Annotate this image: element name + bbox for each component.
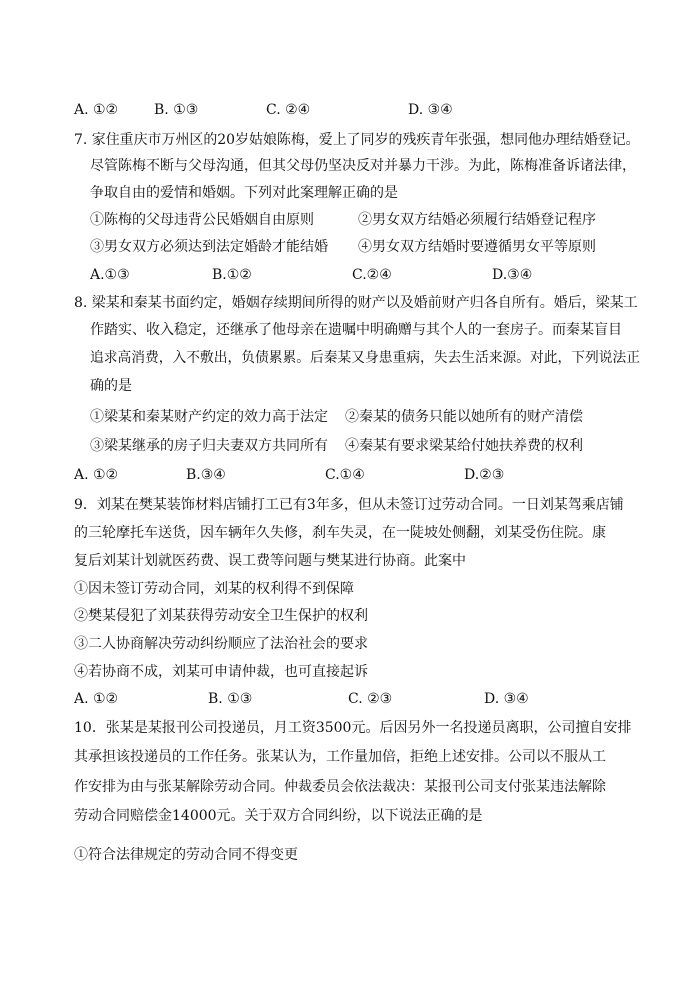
q7-statement-3: ③男女双方必须达到法定婚龄才能结婚 — [90, 239, 328, 255]
q6-option-c: C. ②④ — [266, 102, 311, 118]
q6-options — [74, 101, 634, 119]
q8-stem-line-4: 确的是 — [90, 378, 132, 394]
q7-statement-2: ②男女双方结婚必须履行结婚登记程序 — [358, 212, 596, 228]
q8-statement-2: ②秦某的债务只能以她所有的财产清偿 — [345, 409, 583, 425]
q9-statement-3: ③二人协商解决劳动纠纷顺应了法治社会的要求 — [74, 636, 368, 652]
q9-options — [74, 690, 594, 708]
q10-stem-line-2: 其承担该投递员的工作任务。张某认为，工作量加倍，拒绝上述安排。公司以不服从工 — [74, 749, 606, 765]
q7-option-b: B.①② — [212, 267, 252, 283]
q10-stem-line-3: 作安排为由与张某解除劳动合同。仲裁委员会依法裁决：某报刊公司支付张某违法解除 — [74, 779, 606, 795]
q7-statement-4: ④男女双方结婚时要遵循男女平等原则 — [358, 239, 596, 255]
q9-option-b: B. ①③ — [208, 691, 253, 707]
q6-option-b: B. ①③ — [154, 102, 199, 118]
q8-stem-line-2: 作踏实、收入稳定，还继承了他母亲在遗嘱中明确赠与其个人的一套房子。而秦某盲目 — [90, 322, 622, 338]
q9-option-a: A. ①② — [74, 691, 119, 707]
q9-statement-2: ②樊某侵犯了刘某获得劳动安全卫生保护的权利 — [74, 608, 368, 624]
q8-options — [74, 466, 594, 484]
q7-stem-line-1: 7. 家住重庆市万州区的20岁姑娘陈梅，爱上了同岁的残疾青年张强，想同他办理结婚登记。 — [74, 132, 640, 148]
q7-statement-1: ①陈梅的父母违背公民婚姻自由原则 — [90, 212, 314, 228]
q8-statement-3: ③梁某继承的房子归夫妻双方共同所有 — [90, 438, 328, 454]
q6-option-a: A. ①② — [74, 102, 119, 118]
q9-stem-line-3: 复后刘某计划就医药费、误工费等问题与樊某进行协商。此案中 — [74, 553, 466, 569]
q8-option-d: D.②③ — [464, 467, 505, 483]
q10-stem-line-1: 10．张某是某报刊公司投递员，月工资3500元。后因另外一名投递员离职，公司擅自安排 — [74, 720, 632, 736]
q7-option-d: D.③④ — [492, 267, 533, 283]
q7-option-a: A.①③ — [90, 267, 130, 283]
q7-option-c: C.②④ — [352, 267, 392, 283]
q9-stem-line-1: 9．刘某在樊某装饰材料店铺打工已有3年多，但从未签订过劳动合同。一日刘某驾乘店铺 — [74, 497, 624, 513]
q8-option-a: A. ①② — [74, 467, 119, 483]
q8-stem-line-1: 8. 梁某和秦某书面约定，婚姻存续期间所得的财产以及婚前财产归各自所有。婚后，梁某工 — [74, 295, 638, 311]
q9-statement-1: ①因未签订劳动合同，刘某的权利得不到保障 — [74, 581, 354, 597]
q9-option-d: D. ③④ — [484, 691, 529, 707]
q9-option-c: C. ②③ — [348, 691, 393, 707]
q7-stem-line-2: 尽管陈梅不断与父母沟通，但其父母仍坚决反对并暴力干涉。为此，陈梅准备诉诸法律， — [90, 158, 636, 174]
q10-stem-line-4: 劳动合同赔偿金14000元。关于双方合同纠纷，以下说法正确的是 — [74, 808, 483, 824]
q8-statement-4: ④秦某有要求梁某给付她扶养费的权利 — [345, 438, 583, 454]
q8-stem-line-3: 追求高消费，入不敷出，负债累累。后秦某又身患重病，失去生活来源。对此，下列说法正 — [90, 350, 640, 366]
q6-option-d: D. ③④ — [408, 102, 453, 118]
q9-statement-4: ④若协商不成，刘某可申请仲裁，也可直接起诉 — [74, 664, 368, 680]
q10-statement-1: ①符合法律规定的劳动合同不得变更 — [74, 847, 298, 863]
q8-option-c: C.①④ — [325, 467, 365, 483]
q8-statement-1: ①梁某和秦某财产约定的效力高于法定 — [90, 409, 328, 425]
q7-options — [90, 266, 610, 284]
q9-stem-line-2: 的三轮摩托车送货，因车辆年久失修，刹车失灵，在一陡坡处侧翻，刘某受伤住院。康 — [74, 525, 606, 541]
q8-option-b: B.③④ — [186, 467, 226, 483]
q7-stem-line-3: 争取自由的爱情和婚姻。下列对此案理解正确的是 — [90, 185, 398, 201]
